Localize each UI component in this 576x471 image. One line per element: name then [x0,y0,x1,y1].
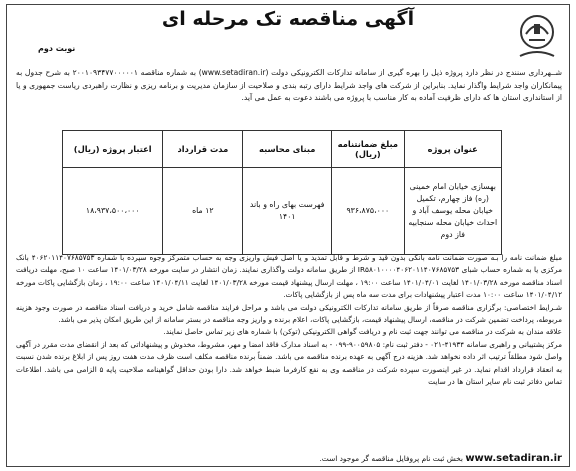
guarantee-paragraph: مبلغ ضمانت نامه را بـه صورت ضمانت نامه بانکی بدون قید و شرط و قابل تمدید و یا اصل فیش واریزی وجه به حساب متمرکز وجوه سپرده با شماره ۴۰۶۲۰۱۱۴۰۷۶۸۵۷۵۳ بانک مرکزی یا به شماره حساب شبای IR۵۸۰۱۰۰۰۰۴۰۶۲۰۱۱۴۰۷۶۸۵۷۵۳ از طریق سامانه دولت واگذاری نمایند. زمان انتشار در سایت مورخه ۱۴۰۱/۰۳/۲۸ ساعت ۱۰ صبح، مهلت دریافت اسناد مناقصه مورخه ۱۴۰۱/۰۳/۲۸ لغایت ۱۴۰۱/۰۴/۰۱ ساعت ۱۹:۰۰ ، مهلت ارسال پیشنهاد قیمت مورخه ۱۴۰۱/۰۳/۲۸ لغایت ۱۴۰۱/۰۴/۱۱ ساعت ۱۹:۰۰ ، زمان بازگشایی پاکات مورخه ۱۴۰۱/۰۴/۱۲ ساعت ۱۰:۰۰ مدت اعتبار پیشنهادات برای مدت سه ماه پس از بازگشایی پاکات. [16,253,562,300]
footer-text: بخش ثبت نام پروفایل مناقصه گر موجود است. [319,454,463,463]
table-header-row [63,131,502,168]
turn-label: نوبت دوم [38,44,76,53]
intro-paragraph: شــهرداری سنندج در نظر دارد پروژه ذیل را بهره گیری از سامانه تدارکات الکترونیکی دولت (www.setadiran.ir) به شماره مناقصه ۲۰۰۱۰۹۳۴۷۷۰۰۰۰۰۱ به شرح جدول به پیمانکاران واجد شرایط واگذار نماید. بنابراین از شرکت های واجد شرایط دارای رتبه بندی و صلاحیت از سازمان مدیریت و برنامه ریزی و نظارت راهبردی ریاست جمهوری و یا از استانداری استان ها که دارای ظرفیت آماده به کار مناسب با پروژه می باشند دعوت به عمل می آید. [16,68,562,103]
notice-header [8,6,568,66]
footer-site-link[interactable]: www.setadiran.ir [465,453,562,464]
tender-table [62,130,502,255]
notice-footer [16,453,562,464]
cell-contract-duration: ۱۲ ماه [163,168,243,255]
cell-calculation-basis: فهرست بهای راه و باند ۱۴۰۱ [243,168,332,255]
special-conditions-paragraph: شـرایط اختصاصی: برگزاری مناقصه صرفاً از طریق سامانه تدارکات الکترونیکی دولت می باشد و مراحل فرایند مناقصه شامل خرید و دریافت اسناد مناقصه در صورت وجود هزینه مربوطه، پرداخت تضمین شرکت در مناقصه، ارسال پیشنهاد قیمت، بازگشایی پاکات، اعلام برنده و واریز وجه مناقصه در بستر سامانه از این طریق امکان پذیر می باشد. [16,302,562,325]
support-paragraph: مرکز پشتیبانی و راهبری سامانه ۴۱۹۳۴-۰۲۱ - دفتر ثبت نام: ۹۰۰۵۹۸۰۵-۰۹۹ - به اسناد مدارک فاقد امضا و مهر، مشروط، مخدوش و پیشنهاداتی که بعد از انقضای مدت مقرر در آگهی واصل شود مطلقاً ترتیب اثر داده نخواهد شد. هزینه درج آگهی به عهده برنده مناقصه می باشد. ضمناً برنده مناقصه مکلف است ظرف مدت هفت روز پس از ابلاغ برنده شدن نسبت به انعقاد قرارداد اقدام نماید. در غیر اینصورت سپرده شرکت در مناقصه وی به نفع کارفرما ضبط خواهد شد. دارا بودن حداقل گواهینامه صلاحیت پایه ۵ الزامی می باشد. اطلاعات تماس دفاتر ثبت نام سایر استان ها در سایت [16,339,562,387]
notice-title: آگهی مناقصه تک مرحله ای [161,8,415,30]
table-row [63,168,502,255]
header-contract-duration: مدت قرارداد [163,131,243,168]
cell-project-budget: ۱۸،۹۳۷،۵۰۰،۰۰۰ [63,168,163,255]
header-project-budget: اعتبار پروژه (ریال) [63,131,163,168]
cell-project-title: بهسازی خیابان امام خمینی (ره) فاز چهارم، تکمیل خیابان محله یوسف آباد و احداث خیابان محله سنجابیه فاز دوم [404,168,501,255]
header-calculation-basis: مبنای محاسبه [243,131,332,168]
municipality-logo [512,10,562,60]
registration-paragraph: علاقه مندان به شرکت در مناقصه می توانند جهت ثبت نام و دریافت گواهی الکترونیکی (توکن) با شماره های زیر تماس حاصل نمایند. [163,327,562,337]
header-guarantee-amount: مبلغ ضمانتنامه (ریال) [332,131,404,168]
header-project-title: عنوان پروژه [404,131,501,168]
cell-guarantee-amount: ۹۳۶،۸۷۵،۰۰۰ [332,168,404,255]
notice-body [16,252,562,388]
